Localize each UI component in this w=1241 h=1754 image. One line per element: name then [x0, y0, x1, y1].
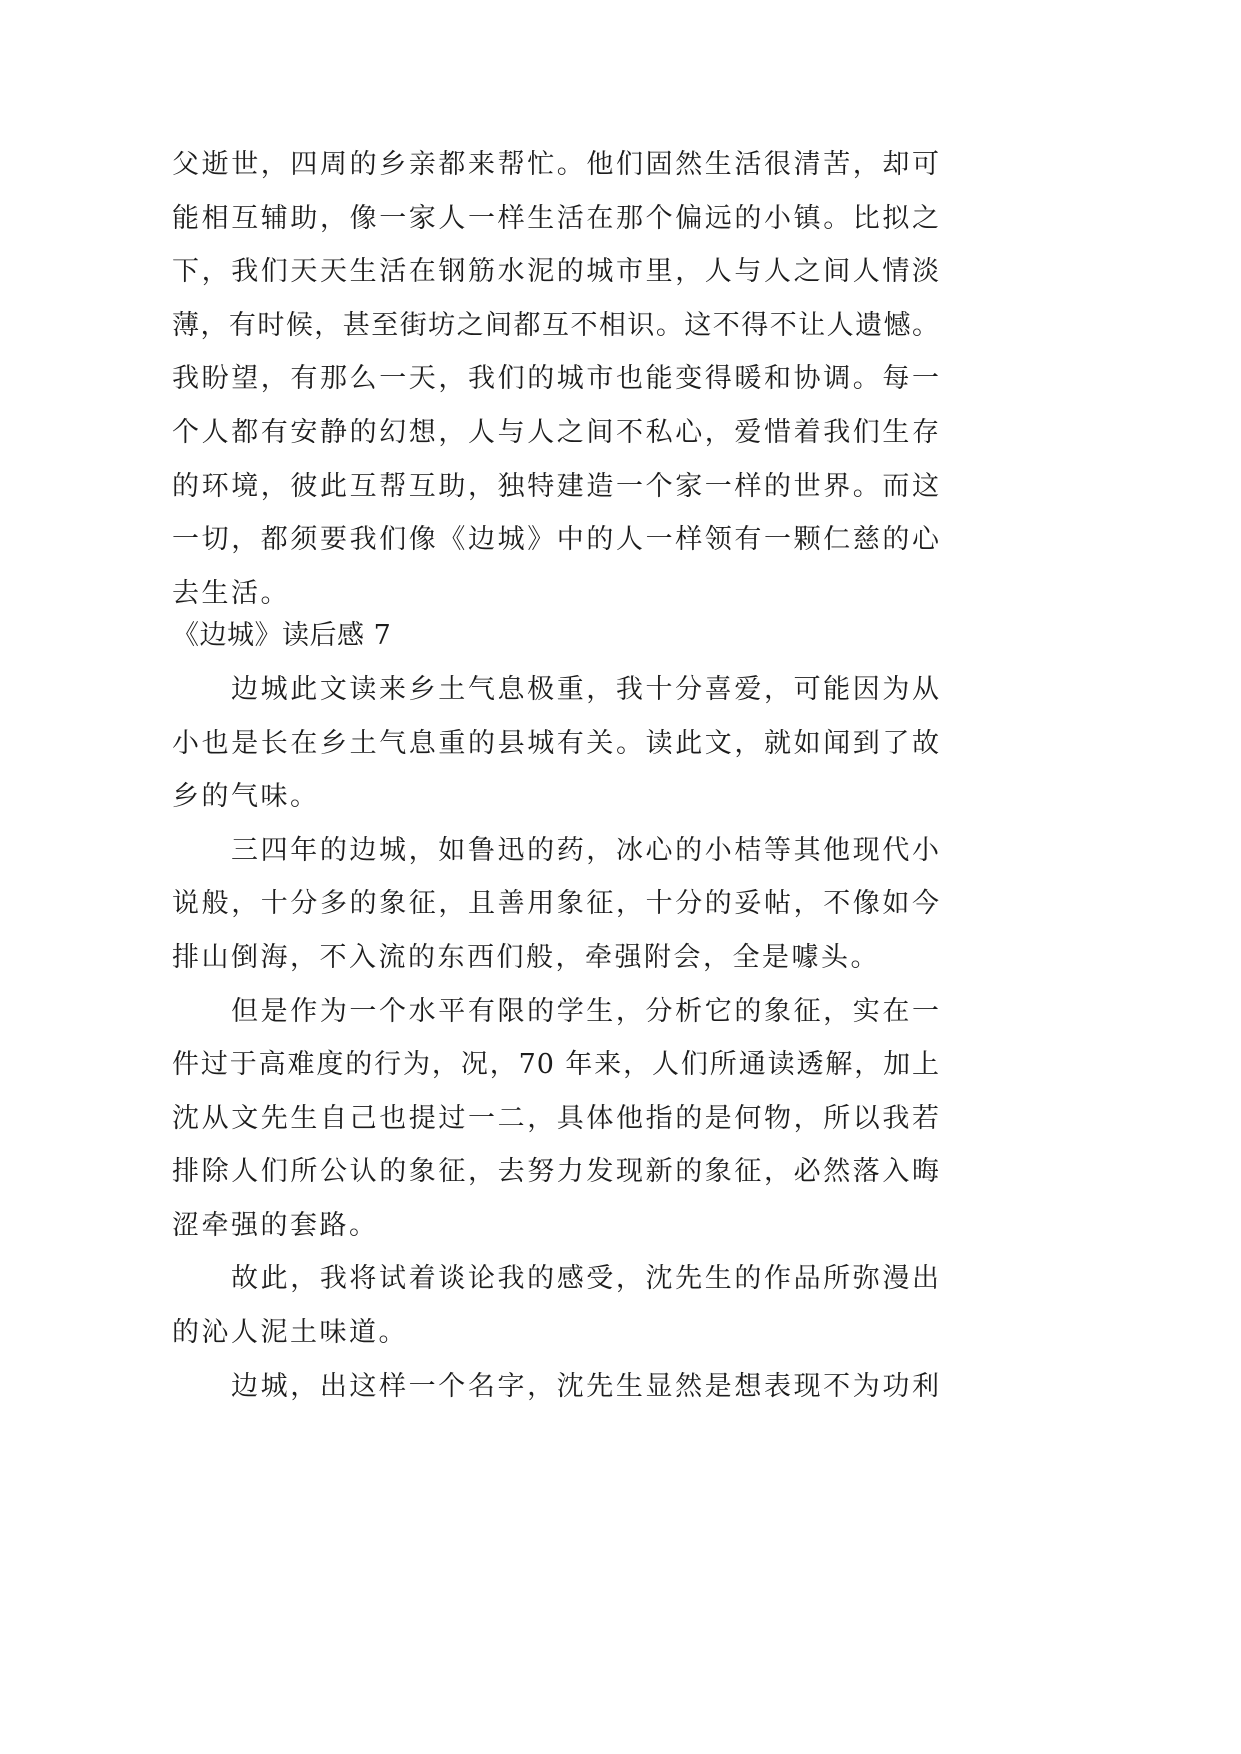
text-line: 但是作为一个水平有限的学生，分析它的象征，实在一: [231, 995, 940, 1027]
text-line: 小也是长在乡土气息重的县城有关。读此文，就如闻到了故: [172, 727, 940, 759]
text-line: 下，我们天天生活在钢筋水泥的城市里，人与人之间人情淡: [172, 256, 940, 288]
paragraph: [172, 824, 940, 985]
text-line: 说般，十分多的象征，且善用象征，十分的妥帖，不像如今: [172, 888, 940, 920]
text-line: 能相互辅助，像一家人一样生活在那个偏远的小镇。比拟之: [172, 202, 940, 234]
text-line: 沈从文先生自己也提过一二，具体他指的是何物，所以我若: [172, 1102, 940, 1134]
text-line: 父逝世，四周的乡亲都来帮忙。他们固然生活很清苦，却可: [172, 149, 940, 180]
text-line: 涩牵强的套路。: [172, 1209, 379, 1241]
document-body: [172, 138, 940, 1413]
paragraph: [172, 1252, 940, 1359]
text-line: 排除人们所公认的象征，去努力发现新的象征，必然落入晦: [172, 1156, 940, 1188]
text-line: 乡的气味。: [172, 781, 320, 813]
text-line: 个人都有安静的幻想，人与人之间不私心，爱惜着我们生存: [172, 416, 940, 448]
text-line: 排山倒海，不入流的东西们般，牵强附会，全是噱头。: [172, 941, 880, 973]
text-line: 的环境，彼此互帮互助，独特建造一个家一样的世界。而这: [172, 470, 940, 502]
text-line: 去生活。: [172, 577, 290, 609]
text-line: 薄，有时候，甚至街坊之间都互不相识。这不得不让人遗憾。: [172, 309, 940, 341]
text-line: 我盼望，有那么一天，我们的城市也能变得暖和协调。每一: [172, 363, 940, 395]
text-line: 件过于高难度的行为，况，70 年来，人们所通读透解，加上: [172, 1049, 940, 1081]
paragraph: [172, 985, 940, 1253]
section-heading: 《边城》读后感 7: [172, 620, 392, 652]
text-line: 边城此文读来乡土气息极重，我十分喜爱，可能因为从: [231, 673, 940, 705]
text-line: 的沁人泥土味道。: [172, 1317, 408, 1349]
paragraph: [172, 1360, 940, 1414]
text-line: 边城，出这样一个名字，沈先生显然是想表现不为功利: [231, 1370, 940, 1402]
paragraph-continued: [172, 138, 940, 620]
text-line: 三四年的边城，如鲁迅的药，冰心的小桔等其他现代小: [231, 834, 940, 866]
paragraph: [172, 663, 940, 824]
text-line: 一切，都须要我们像《边城》中的人一样领有一颗仁慈的心: [172, 524, 940, 556]
text-line: 故此，我将试着谈论我的感受，沈先生的作品所弥漫出: [231, 1263, 940, 1295]
